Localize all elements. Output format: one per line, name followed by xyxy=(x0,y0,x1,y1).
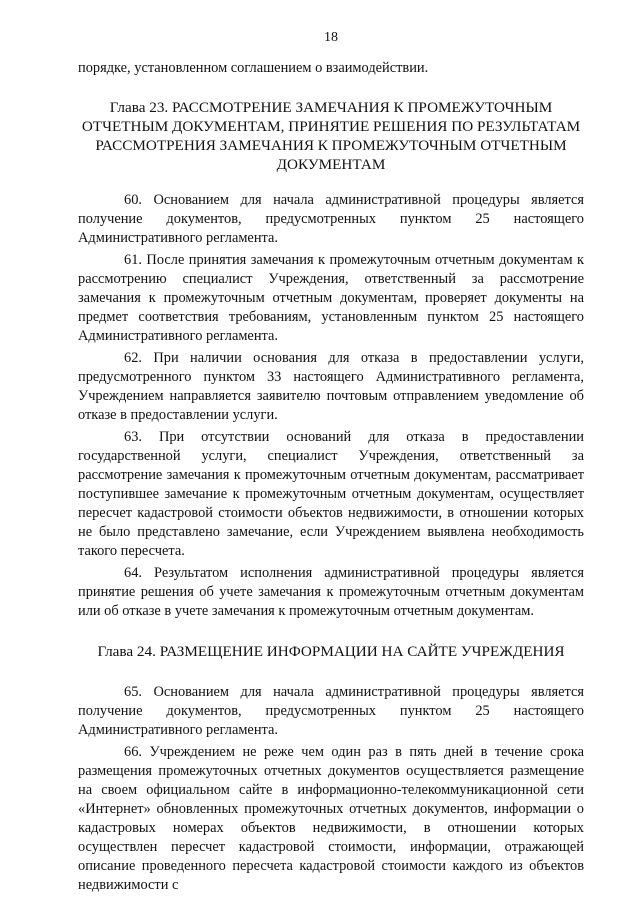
paragraph-63: 63. При отсутствии оснований для отказа в предоставлении государственной услуги, специалист Учреждения, ответственный за рассмотрение замечания к промежуточным отчетным документам, рассматривает поступившее замечание к промежуточным отчетным документам, осуществляет пересчет кадастровой стоимости объектов недвижимости, в отношении которых не было представлено замечание, если Учреждением выявлена необходимость такого пересчета. xyxy=(78,429,584,559)
chapter-24-title: Глава 24. РАЗМЕЩЕНИЕ ИНФОРМАЦИИ НА САЙТЕ УЧРЕЖДЕНИЯ xyxy=(97,643,565,660)
paragraph-64: 64. Результатом исполнения административной процедуры является принятие решения об учете замечания к промежуточным отчетным документам или об отказе в учете замечания к промежуточным отчетным документам. xyxy=(78,565,584,619)
paragraph-66: 66. Учреждением не реже чем один раз в пять дней в течение срока размещения промежуточных отчетных документов осуществляется размещение на своем официальном сайте в информационно-телекоммуникационной сети «Интернет» обновленных промежуточных отчетных документов, информации о кадастровых номерах объектов недвижимости, в отношении которых осуществлен пересчет кадастровой стоимости, информации, отражающей описание проведенного пересчета кадастровой стоимости каждого из объектов недвижимости с xyxy=(78,744,584,893)
paragraph-65: 65. Основанием для начала административной процедуры является получение документов, предусмотренных пунктом 25 настоящего Административного регламента. xyxy=(78,684,584,738)
chapter-23-title: Глава 23. РАССМОТРЕНИЕ ЗАМЕЧАНИЯ К ПРОМЕЖУТОЧНЫМ ОТЧЕТНЫМ ДОКУМЕНТАМ, ПРИНЯТИЕ РЕШЕНИЯ ПО РЕЗУЛЬТАТАМ РАССМОТРЕНИЯ ЗАМЕЧАНИЯ К ПРОМЕЖУТОЧНЫМ ОТЧЕТНЫМ ДОКУМЕНТАМ xyxy=(81,99,581,173)
intro-paragraph: порядке, установленном соглашением о взаимодействии. xyxy=(78,60,429,76)
paragraph-61: 61. После принятия замечания к промежуточным отчетным документам к рассмотрению специалист Учреждения, ответственный за рассмотрение замечания к промежуточным отчетным документам, проверяет документы на предмет соответствия требованиям, установленным пунктом 25 настоящего Административного регламента. xyxy=(78,252,584,344)
paragraph-60: 60. Основанием для начала административной процедуры является получение документов, предусмотренных пунктом 25 настоящего Административного регламента. xyxy=(78,192,584,246)
paragraph-62: 62. При наличии основания для отказа в предоставлении услуги, предусмотренного пунктом 33 настоящего Административного регламента, Учреждением направляется заявителю почтовым отправлением уведомление об отказе в предоставлении услуги. xyxy=(78,350,584,423)
page-number: 18 xyxy=(324,30,338,45)
